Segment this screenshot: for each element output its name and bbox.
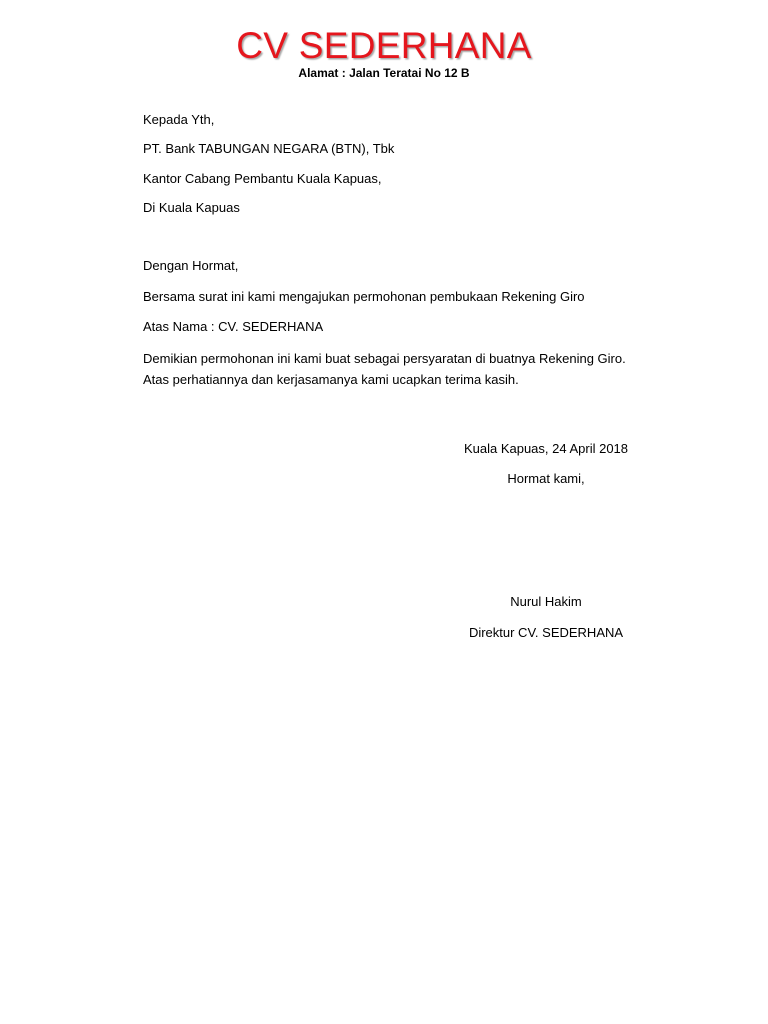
greeting: Dengan Hormat, <box>143 258 239 273</box>
recipient-branch: Kantor Cabang Pembantu Kuala Kapuas, <box>143 171 382 186</box>
request-paragraph: Bersama surat ini kami mengajukan permohonan pembukaan Rekening Giro <box>143 289 585 304</box>
recipient-location: Di Kuala Kapuas <box>143 200 240 215</box>
company-address: Alamat : Jalan Teratai No 12 B <box>298 66 470 80</box>
regards: Hormat kami, <box>507 471 585 486</box>
place-date: Kuala Kapuas, 24 April 2018 <box>463 441 629 456</box>
signer-title: Direktur CV. SEDERHANA <box>468 625 624 640</box>
recipient-salutation: Kepada Yth, <box>143 112 215 127</box>
company-name-heading: CV SEDERHANA <box>236 25 532 66</box>
signer-name: Nurul Hakim <box>510 594 582 609</box>
account-name: Atas Nama : CV. SEDERHANA <box>143 319 324 334</box>
recipient-bank: PT. Bank TABUNGAN NEGARA (BTN), Tbk <box>143 141 395 156</box>
closing-paragraph: Demikian permohonan ini kami buat sebagai persyaratan di buatnya Rekening Giro. Atas perhatiannya dan kerjasamanya kami ucapkan terima kasih. <box>143 351 626 387</box>
